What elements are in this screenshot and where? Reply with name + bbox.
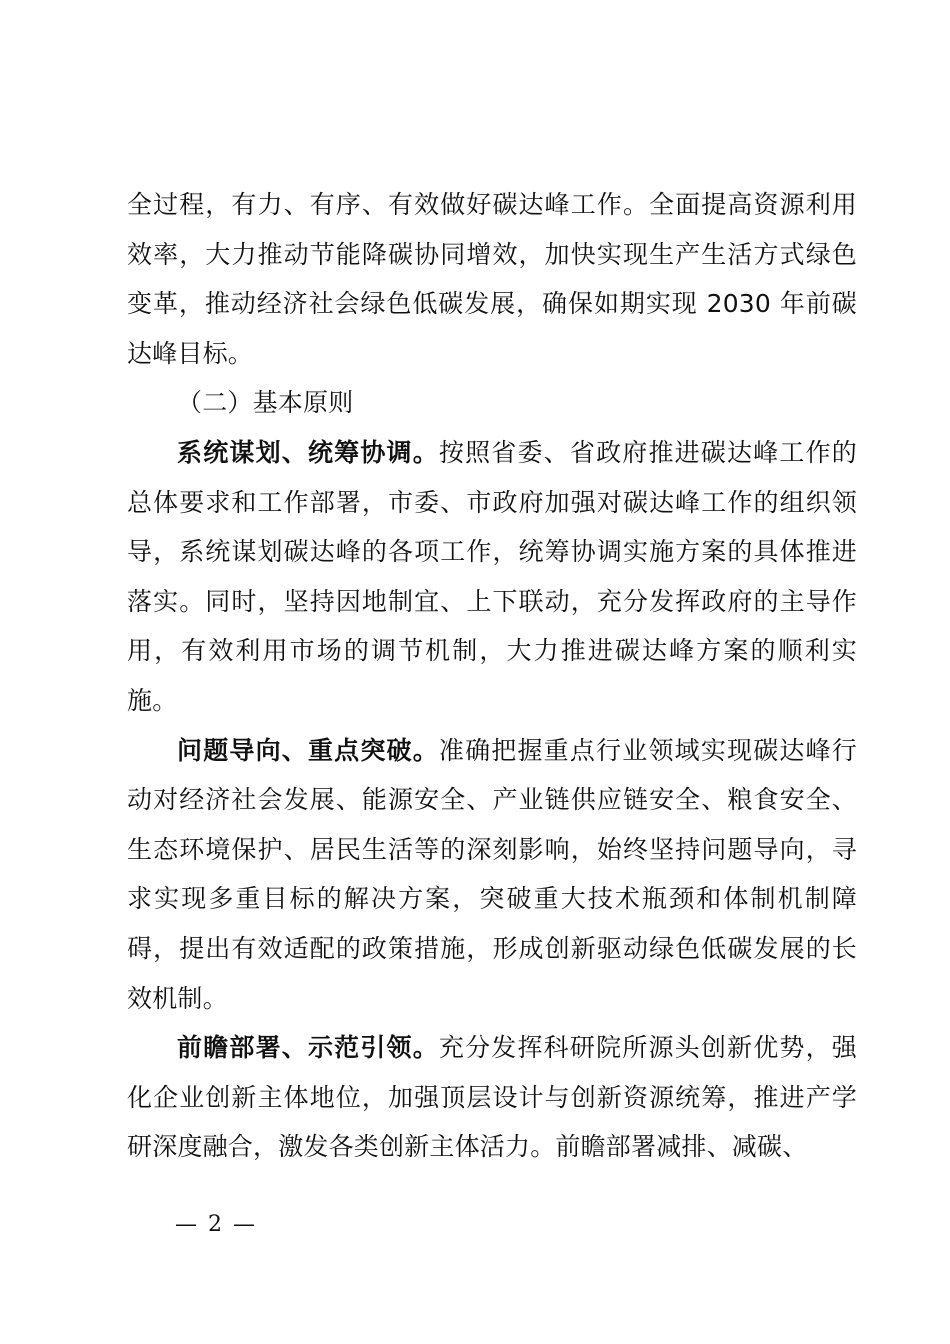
principle-paragraph-2 bbox=[127, 726, 857, 1024]
principle-title-1: 系统谋划、统筹协调。 bbox=[177, 437, 439, 467]
principle-title-2: 问题导向、重点突破。 bbox=[177, 735, 439, 765]
principle-paragraph-3 bbox=[127, 1023, 857, 1172]
intro-paragraph: 全过程，有力、有序、有效做好碳达峰工作。全面提高资源利用效率，大力推动节能降碳协同增效，加快实现生产生活方式绿色变革，推动经济社会绿色低碳发展，确保如期实现 2030 年前碳达峰目标。 bbox=[127, 190, 857, 368]
document-body bbox=[127, 180, 857, 1172]
principle-body-3: 充分发挥科研院所源头创新优势，强化企业创新主体地位，加强顶层设计与创新资源统筹，推进产学研深度融合，激发各类创新主体活力。前瞻部署减排、减碳、 bbox=[127, 1033, 857, 1162]
principle-title-3: 前瞻部署、示范引领。 bbox=[177, 1033, 439, 1063]
principle-body-2: 准确把握重点行业领域实现碳达峰行动对经济社会发展、能源安全、产业链供应链安全、粮食安全、生态环境保护、居民生活等的深刻影响，始终坚持问题导向，寻求实现多重目标的解决方案，突破重大技术瓶颈和体制机制障碍，提出有效适配的政策措施，形成创新驱动绿色低碳发展的长效机制。 bbox=[127, 735, 857, 1013]
principle-paragraph-1 bbox=[127, 428, 857, 726]
section-heading: （二）基本原则 bbox=[177, 388, 354, 418]
page-number: — 2 — bbox=[175, 1212, 257, 1237]
principle-body-1: 按照省委、省政府推进碳达峰工作的总体要求和工作部署，市委、市政府加强对碳达峰工作的组织领导，系统谋划碳达峰的各项工作，统筹协调实施方案的具体推进落实。同时，坚持因地制宜、上下联动，充分发挥政府的主导作用，有效利用市场的调节机制，大力推进碳达峰方案的顺利实施。 bbox=[127, 437, 857, 715]
